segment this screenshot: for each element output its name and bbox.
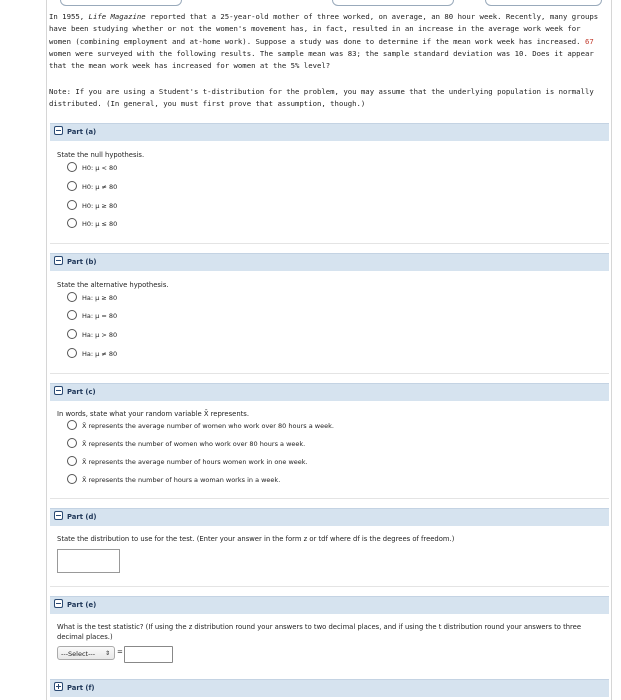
problem-text-2: reported that a 25-year-old mother of three worked, on average, an 80 hour week. Recently, many groups have been studying whether or not the women's movement has, in fact, resulted in an increase in the average work week for women (combining employment and at-home work). Suppose a study was done to determine if the mean work week has increased. — [49, 12, 599, 46]
part-a-option-2[interactable]: H0: μ ≠ 80 — [67, 181, 117, 193]
part-a-option-1[interactable]: H0: μ < 80 — [67, 162, 117, 174]
test-statistic-input[interactable] — [124, 646, 173, 663]
part-a-header[interactable] — [50, 123, 609, 141]
problem-statement — [49, 11, 605, 72]
part-a-option-4[interactable]: H0: μ ≤ 80 — [67, 218, 117, 230]
radio-button[interactable] — [67, 162, 77, 172]
equals-sign: = — [117, 648, 123, 656]
radio-button[interactable] — [67, 329, 77, 339]
problem-text-3: women were surveyed with the following results. The sample mean was 83; the sample standard deviation was 10. Does it appear that the mean work week has increased for women at the 5% level? — [49, 48, 594, 71]
radio-button[interactable] — [67, 292, 77, 302]
radio-button[interactable] — [67, 474, 77, 484]
divider — [50, 243, 609, 244]
part-e-prompt: What is the test statistic? (If using the z distribution round your answers to two decimal places, and if using the t distribution round your answers to three decimal places.) — [57, 623, 582, 641]
radio-button[interactable] — [67, 181, 77, 191]
part-c-header[interactable] — [50, 383, 609, 401]
part-b-prompt: State the alternative hypothesis. — [57, 281, 169, 289]
collapse-icon[interactable] — [54, 256, 63, 265]
radio-button[interactable] — [67, 348, 77, 358]
radio-button[interactable] — [67, 420, 77, 430]
part-c-prompt: In words, state what your random variable X̄ represents. — [57, 410, 250, 418]
chevron-updown-icon: ⇕ — [104, 650, 110, 657]
radio-button[interactable] — [67, 438, 77, 448]
part-b-option-1[interactable]: Ha: μ ≥ 80 — [67, 292, 117, 304]
radio-button[interactable] — [67, 200, 77, 210]
part-d-title: Part (d) — [67, 513, 97, 521]
part-a-option-3[interactable]: H0: μ ≥ 80 — [67, 200, 117, 212]
part-e-header[interactable] — [50, 596, 609, 614]
part-b-option-3[interactable]: Ha: μ > 80 — [67, 329, 117, 341]
radio-button[interactable] — [67, 218, 77, 228]
part-c-option-4[interactable]: X̄ represents the number of hours a woman works in a week. — [67, 474, 280, 486]
part-c-option-2[interactable]: X̄ represents the number of women who work over 80 hours a week. — [67, 438, 305, 450]
radio-button[interactable] — [67, 310, 77, 320]
divider — [50, 586, 609, 587]
part-b-option-4[interactable]: Ha: μ ≠ 80 — [67, 348, 117, 360]
collapse-icon[interactable] — [54, 511, 63, 520]
collapse-icon[interactable] — [54, 386, 63, 395]
problem-text-1: In 1955, — [49, 12, 89, 21]
expand-icon[interactable] — [54, 682, 63, 691]
part-c-title: Part (c) — [67, 388, 96, 396]
problem-note: Note: If you are using a Student's t-distribution for the problem, you may assume that the underlying population is normally distributed. (In general, you must first prove that assumption, though.) — [49, 87, 594, 109]
part-f-title: Part (f) — [67, 684, 95, 692]
part-b-option-2[interactable]: Ha: μ = 80 — [67, 310, 117, 322]
divider — [50, 498, 609, 499]
part-d-header[interactable] — [50, 508, 609, 526]
radio-button[interactable] — [67, 456, 77, 466]
part-b-title: Part (b) — [67, 258, 97, 266]
statistic-type-select[interactable]: ---Select--- ⇕ — [57, 646, 115, 660]
part-d-prompt: State the distribution to use for the test. (Enter your answer in the form z or tdf where df is the degrees of freedom.) — [57, 535, 455, 543]
divider — [50, 373, 609, 374]
distribution-answer-input[interactable] — [57, 549, 120, 573]
part-b-header[interactable] — [50, 253, 609, 271]
part-c-option-1[interactable]: X̄ represents the average number of women who work over 80 hours a week. — [67, 420, 334, 432]
part-a-title: Part (a) — [67, 128, 97, 136]
part-e-title: Part (e) — [67, 601, 97, 609]
part-a-prompt: State the null hypothesis. — [57, 151, 145, 159]
collapse-icon[interactable] — [54, 126, 63, 135]
collapse-icon[interactable] — [54, 599, 63, 608]
part-f-header[interactable] — [50, 679, 609, 697]
magazine-title: Life Magazine — [88, 12, 146, 21]
sample-size: 67 — [584, 36, 594, 46]
part-c-option-3[interactable]: X̄ represents the average number of hours women work in one week. — [67, 456, 308, 468]
